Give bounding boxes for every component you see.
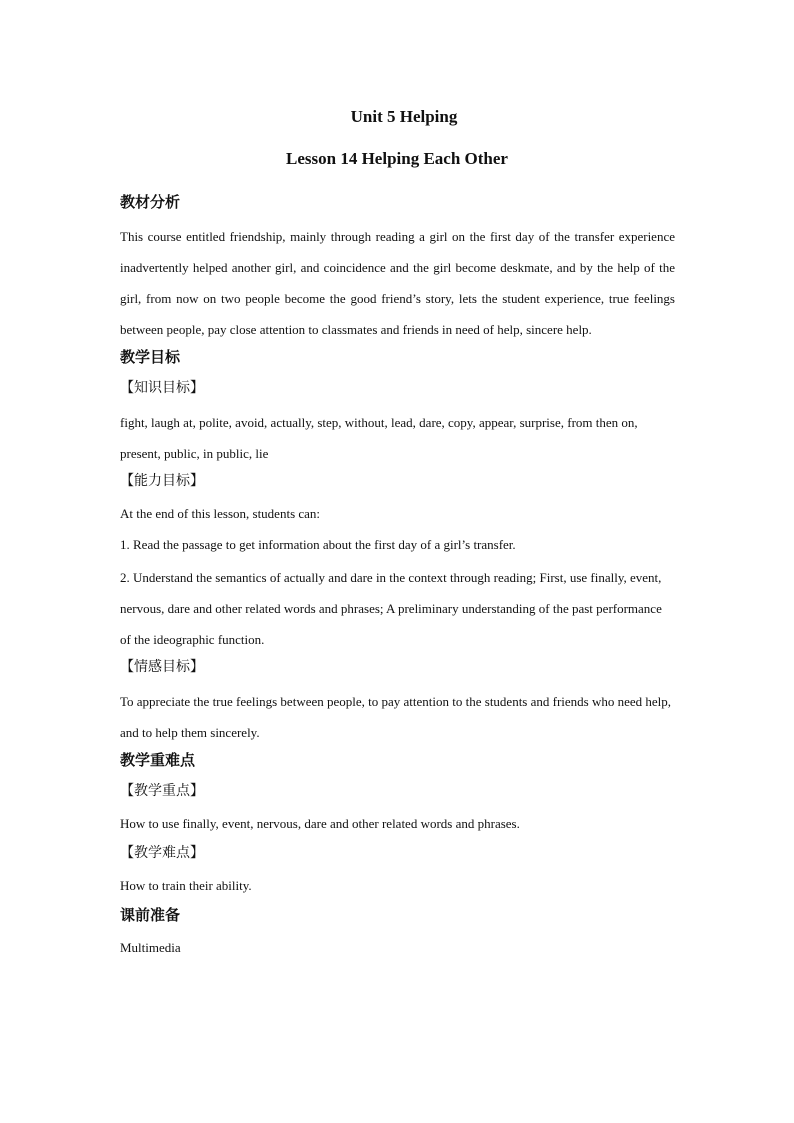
- emotion-objectives-text: To appreciate the true feelings between people, to pay attention to the students and friends who need help, and to help them sincerely.: [120, 694, 672, 740]
- document-body: [120, 190, 675, 965]
- analysis-paragraph: This course entitled friendship, mainly through reading a girl on the first day of the transfer experience inadvertently helped another girl, and coincidence and the girl become deskmate, and by the help of the girl, from now on two people become the good friend’s story, lets the student experience, true feelings between people, pay close attention to classmates and friends in need of help, sincere help.: [120, 229, 675, 337]
- ability-objectives-label: 【能力目标】: [120, 473, 204, 489]
- emotion-objectives-label: 【情感目标】: [120, 659, 204, 675]
- preparation-text: Multimedia: [120, 940, 181, 955]
- ability-item-1: 1. Read the passage to get information about the first day of a girl’s transfer.: [120, 537, 516, 552]
- ability-intro: At the end of this lesson, students can:: [120, 506, 321, 521]
- analysis-heading: 教材分析: [120, 193, 181, 211]
- teaching-focus-text: How to use finally, event, nervous, dare and other related words and phrases.: [120, 816, 520, 831]
- key-points-heading: 教学重难点: [120, 751, 196, 769]
- objectives-heading: 教学目标: [120, 348, 181, 366]
- unit-title: Unit 5 Helping: [350, 107, 458, 126]
- ability-item-2: 2. Understand the semantics of actually and dare in the context through reading; First, use finally, event, nervous, dare and other related words and phrases; A preliminary understanding of the past performance of the ideographic function.: [120, 570, 662, 647]
- teaching-focus-label: 【教学重点】: [120, 783, 204, 799]
- knowledge-objectives-label: 【知识目标】: [120, 380, 204, 396]
- preparation-heading: 课前准备: [120, 906, 181, 924]
- lesson-title: Lesson 14 Helping Each Other: [286, 149, 508, 168]
- teaching-difficulty-label: 【教学难点】: [120, 845, 204, 861]
- knowledge-objectives-text: fight, laugh at, polite, avoid, actually, step, without, lead, dare, copy, appear, surprise, from then on, present, public, in public, lie: [120, 415, 638, 461]
- teaching-difficulty-text: How to train their ability.: [120, 878, 252, 893]
